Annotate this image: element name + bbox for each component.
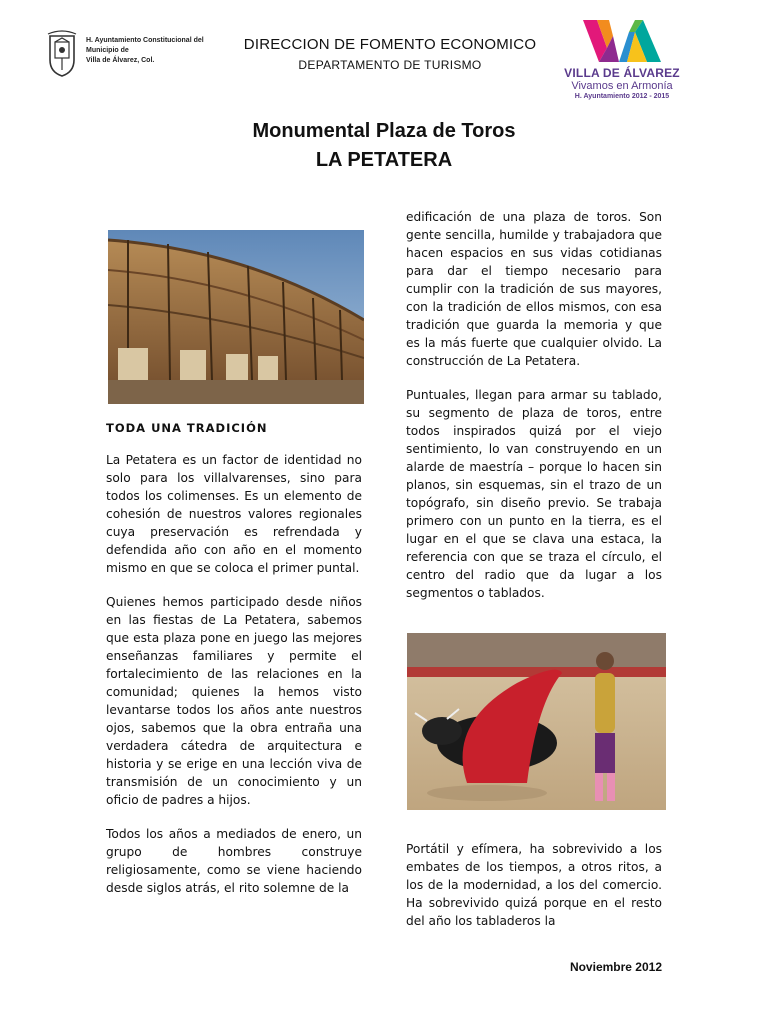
- right-paragraph-1: edificación de una plaza de toros. Son gente sencilla, humilde y trabajadora que hacen espacios en sus vidas cotidianas para dar el tiempo necesario para cumplir con la tradición de sus mayores, con la tradición de ellos mismos, con esa tradición que guarda la memoria y que es la más fuerte que cualquier olvido. La construcción de La Petatera.: [406, 210, 662, 368]
- org-line-2: Municipio de: [86, 47, 129, 54]
- direction-title: DIRECCION DE FOMENTO ECONOMICO: [243, 36, 537, 53]
- bullfight-photo: [407, 633, 666, 810]
- brand-term: H. Ayuntamiento 2012 - 2015: [574, 93, 670, 100]
- brand-name: VILLA DE ÁLVAREZ: [564, 66, 680, 80]
- right-column-bottom: [406, 840, 662, 930]
- left-column: [106, 451, 362, 897]
- right-paragraph-2: Puntuales, llegan para armar su tablado, su segmento de plaza de toros, entre todos inspirados quizá por el viejo sentimiento, lo van construyendo en un alarde de maestría – porque lo hacen sin planos, sin esquemas, sin el trazo de un topógrafo, sin diseño previo. Se trabaja primero con un punto en la tierra, es el lugar en el que se clava una estaca, la referencia con que se traza el círculo, el centro del radio que da lugar a los segmentos o tablados.: [406, 388, 662, 600]
- org-line-1: H. Ayuntamiento Constitucional del: [86, 37, 204, 44]
- municipal-header: [46, 30, 226, 78]
- left-paragraph-3: Todos los años a mediados de enero, un grupo de hombres construye religiosamente, como se viene haciendo desde siglos atrás, el rito solemne de la: [106, 827, 362, 895]
- left-paragraph-1: La Petatera es un factor de identidad no solo para los villalvarenses, sino para todos los colimenses. Es un elemento de cohesión de nuestros valores regionales cuya preservación es refrendada y defendida año con año en el momento mismo en que se coloca el primer puntal.: [106, 453, 362, 575]
- org-name: [86, 36, 226, 66]
- right-paragraph-3: Portátil y efímera, ha sobrevivido a los embates de los tiempos, a otros ritos, a los de la modernidad, a los del comercio. Ha sobrevivido quizá porque en el resto del año los tabladeros la: [406, 842, 662, 928]
- va-logo-icon: [583, 18, 661, 64]
- footer-date: Noviembre 2012: [569, 960, 662, 974]
- villa-de-alvarez-logo: [556, 18, 688, 100]
- title-line-1: Monumental Plaza de Toros: [252, 120, 516, 142]
- section-heading: TODA UNA TRADICIÓN: [106, 421, 268, 435]
- right-column-top: [406, 208, 662, 602]
- petatera-photo: [108, 230, 364, 404]
- municipal-crest-icon: [46, 30, 78, 78]
- brand-motto: Vivamos en Armonía: [571, 80, 673, 92]
- header-titles: [230, 36, 550, 72]
- department-title: DEPARTAMENTO DE TURISMO: [298, 58, 482, 72]
- org-line-3: Villa de Álvarez, Col.: [86, 57, 155, 64]
- page-title: [0, 120, 768, 172]
- title-line-2: LA PETATERA: [315, 149, 453, 171]
- left-paragraph-2: Quienes hemos participado desde niños en las fiestas de La Petatera, sabemos que esta plaza pone en juego las mejores enseñanzas familiares y permite el fortalecimiento de las relaciones en la comunidad; quienes la hemos visto levantarse todos los años ante nuestros ojos, sabemos que la obra entraña una verdadera cátedra de arquitectura e historia y se erige en una lección viva de transmisión de un conocimiento y un oficio de padres a hijos.: [106, 595, 362, 807]
